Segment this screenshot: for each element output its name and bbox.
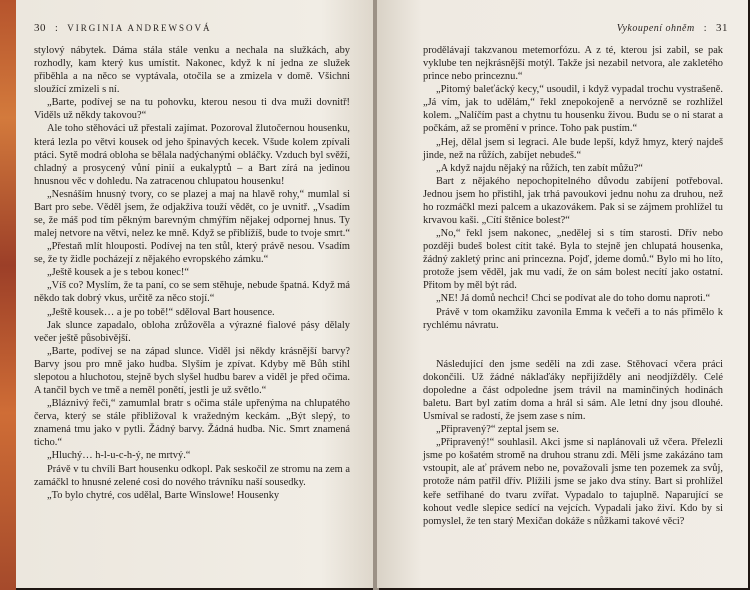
paragraph: „Připravený?“ zeptal jsem se.	[436, 424, 559, 436]
paragraph: „To bylo chytré, cos udělal, Barte Winslowe! Housenky	[47, 489, 280, 501]
paragraph: Právě v tu chvíli Bart housenku odkopl. Pak seskočil ze stromu na zem a zamáčkl to hnusné zelené cosi do nového trávníku naší sousedky.	[34, 463, 350, 488]
book-edge	[0, 0, 16, 590]
paragraph: „Bláznivý řeči,“ zamumlal bratr s očima stále upřenýma na chlupatého červa, který se stále přibližoval k vražedným keckám. „Být slepý, to znamená tmu jako v pytli. Žádný barvy. Žádná hudba. Nic. Smrt znamená ticho.“	[34, 398, 350, 449]
paragraph: Následující den jsme seděli na zdi zase. Stěhovací včera práci dokončili. Už žádné náklaďáky nepřijížděly ani neodjížděly. Celé dopoledne a část odpoledne jsem trávil na maminčiných hodinách baletu. Bart byl zatím doma a hrál si sám. Ale letní dny jsou dlouhé. Usmíval se radostí, že jsem zase s ním.	[423, 358, 723, 423]
left-page	[16, 0, 375, 588]
left-running-header	[34, 22, 212, 34]
left-header-separator: :	[55, 23, 59, 34]
paragraph: Ale toho stěhováci už přestali zajímat. Pozoroval žlutočernou housenku, která lezla po větvi kousek od jeho špinavých kecek. Všude kolem zpívali ptáci. Sytě modrá obloha se bělala nadýchanými obláčky. Vzduch byl svěží, chladný a prosycený vůní pinií a eukalyptů – a Bart zírá na jedinou hnusnou věc v dohledu. Na zatracenou chlupatou housenku!	[34, 123, 350, 187]
paragraph: stylový nábytek. Dáma stála stále venku a nechala na služkách, aby rozhodly, kam který kus umístit. Nakonec, když k ní jedna ze služek přiběhla a na něco se vyptávala, otočila se a zmizela v domě. Všichni sloužící zmizeli s ní.	[34, 45, 350, 96]
paragraph: „Pitomý baleťácký kecy,“ usoudil, i když vypadal trochu vystrašeně. „Já vím, jak to udělám,“ řekl znepokojeně a nervózně se rozhlížel kolem. „Nalíčím past a chytnu tu housenku živou. Budu se o ni starat a počkám, až se promění v prince. Toho pak pustím.“	[423, 84, 723, 135]
paragraph: Jak slunce zapadalo, obloha zrůžověla a výrazné fialové pásy dělaly večer ještě působivější.	[34, 319, 350, 344]
section-break	[423, 332, 723, 358]
author-name: VIRGINIA ANDREWSOVÁ	[67, 23, 212, 33]
paragraph: „Víš co? Myslím, že ta paní, co se sem stěhuje, nebude špatná. Když má někdo tak dobrý vkus, určitě za něco stojí.“	[34, 280, 350, 305]
paragraph: „Barte, podívej se na tu pohovku, kterou nesou ti dva muži dovnitř! Viděls už někdy takovou?“	[34, 97, 350, 122]
right-page-text	[423, 44, 723, 528]
book-title: Vykoupení ohněm	[616, 23, 695, 34]
paragraph: „NE! Já domů nechci! Chci se podívat ale do toho domu naproti.“	[436, 293, 711, 305]
paragraph: „Hluchý… h-l-u-c-h-ý, ne mrtvý.“	[47, 450, 191, 462]
paragraph: prodělávají takzvanou metemorfózu. A z té, kterou jsi zabil, se pak vyklube ten nejkrásnější motýl. Takže jsi nezabil netvora, ale zakletého prince nebo princeznu.“	[423, 45, 723, 83]
right-header-separator: :	[703, 23, 707, 34]
paragraph: „A když najdu nějaký na růžích, ten zabít můžu?“	[436, 162, 643, 174]
paragraph: „Přestaň mlít hlouposti. Podívej na ten stůl, který právě nesou. Vsadím se, že ty židle pocházejí z nějakého evropského zámku.“	[34, 241, 350, 266]
paragraph: „No,“ řekl jsem nakonec, „nedělej si s tím starosti. Dřív nebo později budeš bolest cítit také. Byla to stejně jen chlupatá housenka, žádný zakletý princ ani princezna. Pojď, jdeme domů.“ Bylo mi ho líto, protože jsem věděl, jak mu vadí, že on sám bolest necítí jako ostatní. Přitom by měl být rád.	[423, 228, 723, 292]
paragraph: „Připravený!“ souhlasil. Akci jsme si naplánovali už včera. Přelezli jsme po košatém stromě na druhou stranu zdi. Měli jsme zakázáno tam vstoupit, ale ať právem nebo ne, považovali jsme ten pozemek za svůj, protože nám patřil dřív. Plížili jsme se jako dva stíny. Bart si prohlížel keře setřihané do tvaru zvířat. Vypadalo to tajuplně. Naparující se kohout vedle slepice sedící na vejcích. Vypadali jako živí. Kdo by si pomyslel, že ten starý Mexičan dokáže s nůžkami takové věci?	[423, 437, 723, 527]
right-page	[377, 0, 748, 588]
paragraph: „Ještě kousek a je s tebou konec!“	[47, 267, 189, 279]
paragraph: „Nesnáším hnusný tvory, co se plazej a maj na hlavě rohy,“ mumlal si Bart pro sebe. Věděl jsem, že odjakživa touží vědět, co je uvnitř. „Vsadím se, že máš pod tím pěkným barevným chmýřím nějakej odpornej hnus. Ty malej netvore na větvi, nelez ke mně. Když se přiblížíš, bude to tvoje smrt.“	[34, 188, 350, 240]
paragraph: Bart z nějakého nepochopitelného důvodu zabíjení potřeboval. Jednou jsem ho přistihl, jak trhá pavoukovi jednu nohu za druhou, než ho rozmáčkl mezi palcem a ukazovákem. Pak si se zájmem prohlížel tu krvavou kaši. „Cítí štěnice bolest?“	[423, 175, 723, 227]
paragraph: „Barte, podívej se na západ slunce. Viděl jsi někdy krásnější barvy? Barvy jsou pro mně jako hudba. Slyším je zpívat. Kdyby mě Bůh stihl slepotou a hluchotou, stejně bych slyšel hudbu barev a viděl je před očima. A tančil bych ve tmě a neměl ponětí, jestli je už světlo.“	[34, 345, 350, 397]
right-running-header	[617, 22, 728, 34]
paragraph: „Hej, dělal jsem si legraci. Ale bude lepší, když hmyz, který najdeš jinde, než na růžích, zabíjet nebudeš.“	[423, 136, 723, 161]
paragraph: „Ještě kousek… a je po tobě!“ sděloval Bart housence.	[47, 306, 275, 318]
left-page-number: 30	[34, 22, 46, 34]
paragraph: Právě v tom okamžiku zavonila Emma k večeři a to nás přimělo k rychlému návratu.	[423, 306, 723, 331]
right-page-number: 31	[716, 22, 728, 34]
left-page-text	[34, 44, 350, 502]
